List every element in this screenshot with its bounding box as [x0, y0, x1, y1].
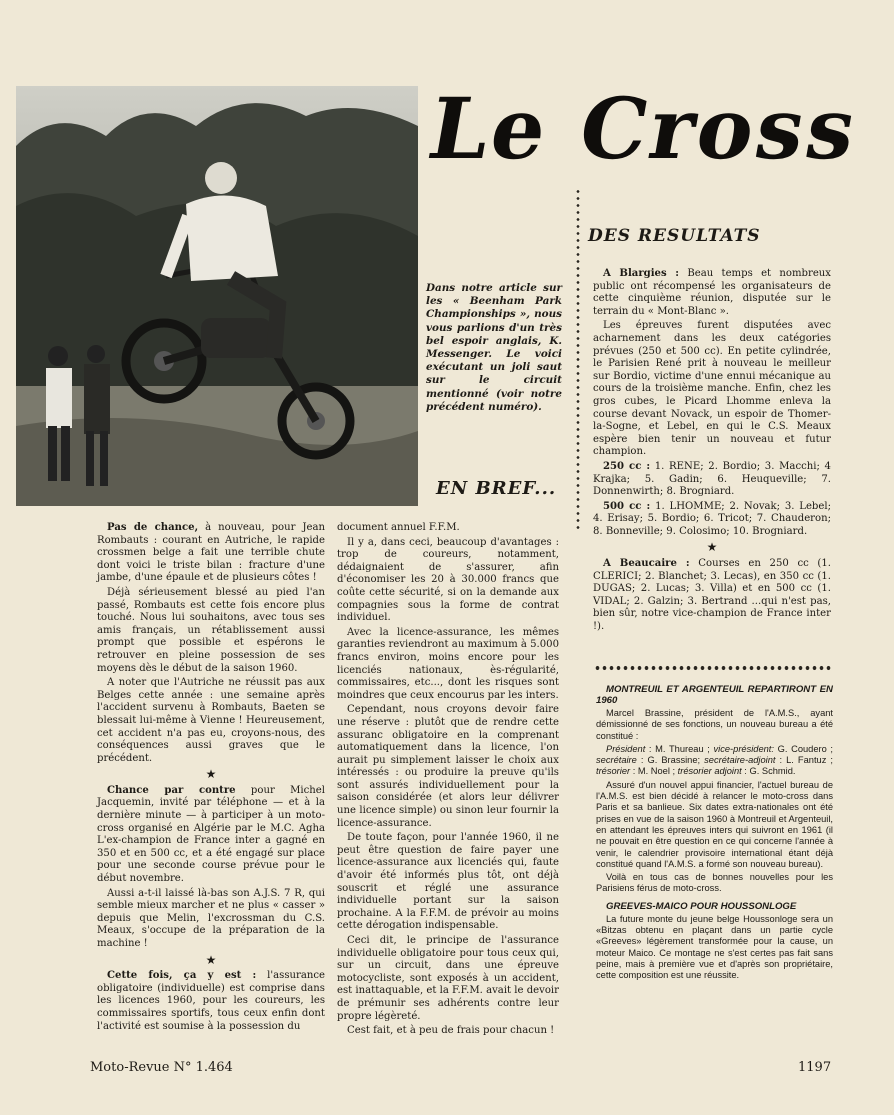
- bref-c2-p1: document annuel F.F.M.: [337, 522, 460, 533]
- blargies-500: 500 cc : 1. LHOMME; 2. Novak; 3. Lebel; 4. Erisay; 5. Bordio; 6. Tricot; 7. Chauderon; 8. Bonneville; 9. Colosimo; 10. Brogniard.: [593, 500, 831, 537]
- bref-c2-p6: Ceci dit, le principe de l'assurance individuelle obligatoire pour tous ceux qui, sur un circuit, dans une épreuve motocycliste, sont exposés à un accident, est inattaquable, et la F.F.M. avait le devoir de prémunir ses adhérents contre leur propre légèreté.: [337, 935, 559, 1022]
- beaucaire: A Beaucaire : Courses en 250 cc (1. CLERICI; 2. Blanchet; 3. Lecas), en 350 cc (1. DUGAS; 2. Lucas; 3. Villa) et en 500 cc (1. VIDAL; 2. Galzin; 3. Bertrand ...qui n'est pas, bien sûr, notre vice-champion de France inter !).: [593, 558, 831, 633]
- bref-p5: Aussi a-t-il laissé là-bas son A.J.S. 7 R, qui semble mieux marcher et ne plus « casser » depuis que Melin, l'excrossman du C.S. Meaux, s'occupe de la préparation de la machine !: [97, 887, 325, 949]
- montreuil-p4: Voilà en tous cas de bonnes nouvelles pour les Parisiens férus de moto-cross.: [596, 872, 833, 894]
- bref-p1: Pas de chance, à nouveau, pour Jean Rombauts : courant en Autriche, le rapide crossmen belge a fait une terrible chute dont voici le triste bilan : fracture d'une jambe, d'une épaule et de plusieurs côtes !: [97, 522, 325, 584]
- montreuil-p3: Assuré d'un nouvel appui financier, l'actuel bureau de l'A.M.S. est bien décidé à relancer le moto-cross dans Paris et sa banlieue. Six dates extra-nationales ont été prises en vue de la saison 1960 à Montreuil et Argenteuil, en attendant les épreuves inters qui suivront en 1961 (il ne pouvait en être question en ce qui concerne l'année à venir, le calendrier provisoire international étant déjà constitué quand l'A.M.S. a formé son nouveau bureau).: [596, 779, 833, 869]
- bref-p3: A noter que l'Autriche ne réussit pas aux Belges cette année : une semaine après l'accident survenu à Rombauts, Baeten se blessait lui-même à Vienne ! Heureusement, cet accident n'a pas eu, croyons-nous, des conséquences aussi graves que le précédent.: [97, 677, 325, 764]
- montreuil-p2: Président : M. Thureau ; vice-président: G. Coudero ; secrétaire : G. Brassine; secrétaire-adjoint : L. Fantuz ; trésorier : M. Noel ; trésorier adjoint : G. Schmid.: [596, 743, 834, 777]
- blargies-250: 250 cc : 1. RENE; 2. Bordio; 3. Macchi; 4 Krajka; 5. Gadin; 6. Heuqueville; 7. Donnenwirth; 8. Brogniard.: [593, 460, 831, 498]
- bref-p6: Cette fois, ça y est : l'assurance obligatoire (individuelle) est comprise dans les licences 1960, pour les coureurs, les commissaires sportifs, tous ceux enfin dont l'activité est soumise à la possession du: [97, 970, 325, 1032]
- wavy-divider: [594, 664, 832, 672]
- greeves-body: La future monte du jeune belge Houssonloge sera un «Bitzas obtenu en plaçant dans un partie cycle «Greeves» légèrement transformée pour la cause, un moteur Maico. Ce montage ne s'est certes pas fait sans peine, mais à première vue et d'après son propriétaire, cette composition est une réussite.: [596, 913, 833, 981]
- en-bref-column-1: [97, 522, 325, 1035]
- bref-c2-p5: De toute façon, pour l'année 1960, il ne peut être question de faire payer une licence-assurance aux licenciés qui, faute d'avoir été informés plus tôt, ont déjà souscrit et réglé une assurance individuelle portant sur la saison prochaine. A la F.F.M. de prévoir au moins cette dérogation indispensable.: [337, 832, 559, 932]
- bref-p4: Chance par contre pour Michel Jacquemin, invité par téléphone — et à la dernière minute — à participer à un moto-cross organisé en Algérie par le M.C. Agha L'ex-champion de France inter a gagné en 350 et en 500 cc, et a été engagé sur place pour une seconde course prévue pour le début novembre.: [97, 784, 325, 885]
- montreuil-p1: Marcel Brassine, président de l'A.M.S., ayant démissionné de ses fonctions, un nouveau bureau a été constitué :: [596, 708, 833, 741]
- photo-caption: Dans notre article sur les « Beenham Park Championships », nous vous parlions d'un très bel espoir anglais, K. Messenger. Le voici exécutant un joli saut sur le circuit mentionné (voir notre précédent numéro).: [426, 282, 562, 413]
- star-separator: ★: [205, 952, 217, 967]
- bref-c2-p7: Cest fait, et à peu de frais pour chacun !: [347, 1025, 555, 1037]
- page-number: 1197: [798, 1060, 832, 1075]
- en-bref-column-2: [337, 522, 559, 1040]
- magazine-footer: Moto-Revue N° 1.464: [90, 1060, 233, 1075]
- dotted-divider: [575, 188, 581, 532]
- headline: Le Cross: [421, 79, 867, 178]
- blargies-intro: A Blargies : Beau temps et nombreux public ont récompensé les organisateurs de cette cinquième réunion, disputée sur le terrain du « Mont-Blanc ».: [593, 268, 831, 317]
- bref-c2-p2: Il y a, dans ceci, beaucoup d'avantages : trop de coureurs, notamment, dédaignaient de s'assurer, afin d'économiser les 20 à 30.000 francs que coûte cette sécurité, si on la demande aux compagnies sous la forme de contrat individuel.: [337, 536, 559, 624]
- results-title: DES RESULTATS: [588, 226, 761, 246]
- bref-p2: Déjà sérieusement blessé au pied l'an passé, Rombauts est cette fois encore plus touché. Nous lui souhaitons, avec tous ses amis français, un rétablissement aussi prompt que possible et espérons le retrouver en pleine possession de ses moyens dès le début de la saison 1960.: [97, 586, 325, 674]
- motocross-jump-image: [16, 86, 418, 506]
- results-column: [593, 268, 831, 636]
- star-separator: ★: [205, 767, 217, 782]
- star-separator: ★: [706, 540, 718, 555]
- montreuil-article: [596, 684, 833, 984]
- blargies-body: Les épreuves furent disputées avec acharnement dans les deux catégories prévues (250 et 500 cc). En petite cylindrée, le Parisien René prit à nouveau le meilleur sur Bordio, victime d'une ennui mécanique au cours de la troisième manche. Enfin, chez les gros cubes, le Picard Lhomme enleva la course devant Novack, un espoir de Thomer-la-Sogne, et Lebel, en qui le C.S. Meaux espère bien tenir un nouveau et futur champion.: [593, 320, 831, 458]
- greeves-title: GREEVES-MAICO POUR HOUSSONLOGE: [606, 900, 797, 912]
- bref-c2-p4: Cependant, nous croyons devoir faire une réserve : plutôt que de rendre cette assuranc obligatoire en la comprenant automatiquement dans la licence, l'on aurait pu simplement laisser le choix aux intéressés : ou produire la preuve qu'ils sont assurés individuellement pour la saison considérée (et alors leur délivrer une licence simple) ou sinon leur fournir la licence-assurance.: [337, 704, 559, 829]
- montreuil-title: MONTREUIL ET ARGENTEUIL REPARTIRONT EN 1960: [596, 684, 833, 706]
- bref-c2-p3: Avec la licence-assurance, les mêmes garanties reviendront au maximum à 5.000 francs environ, moins encore pour les licenciés nationaux, ès-régularité, commissaires, etc..., dont les risques sont moindres que ceux encourus par les inters.: [337, 626, 560, 701]
- en-bref-title: EN BREF...: [436, 478, 557, 499]
- motocross-photo: [16, 86, 418, 506]
